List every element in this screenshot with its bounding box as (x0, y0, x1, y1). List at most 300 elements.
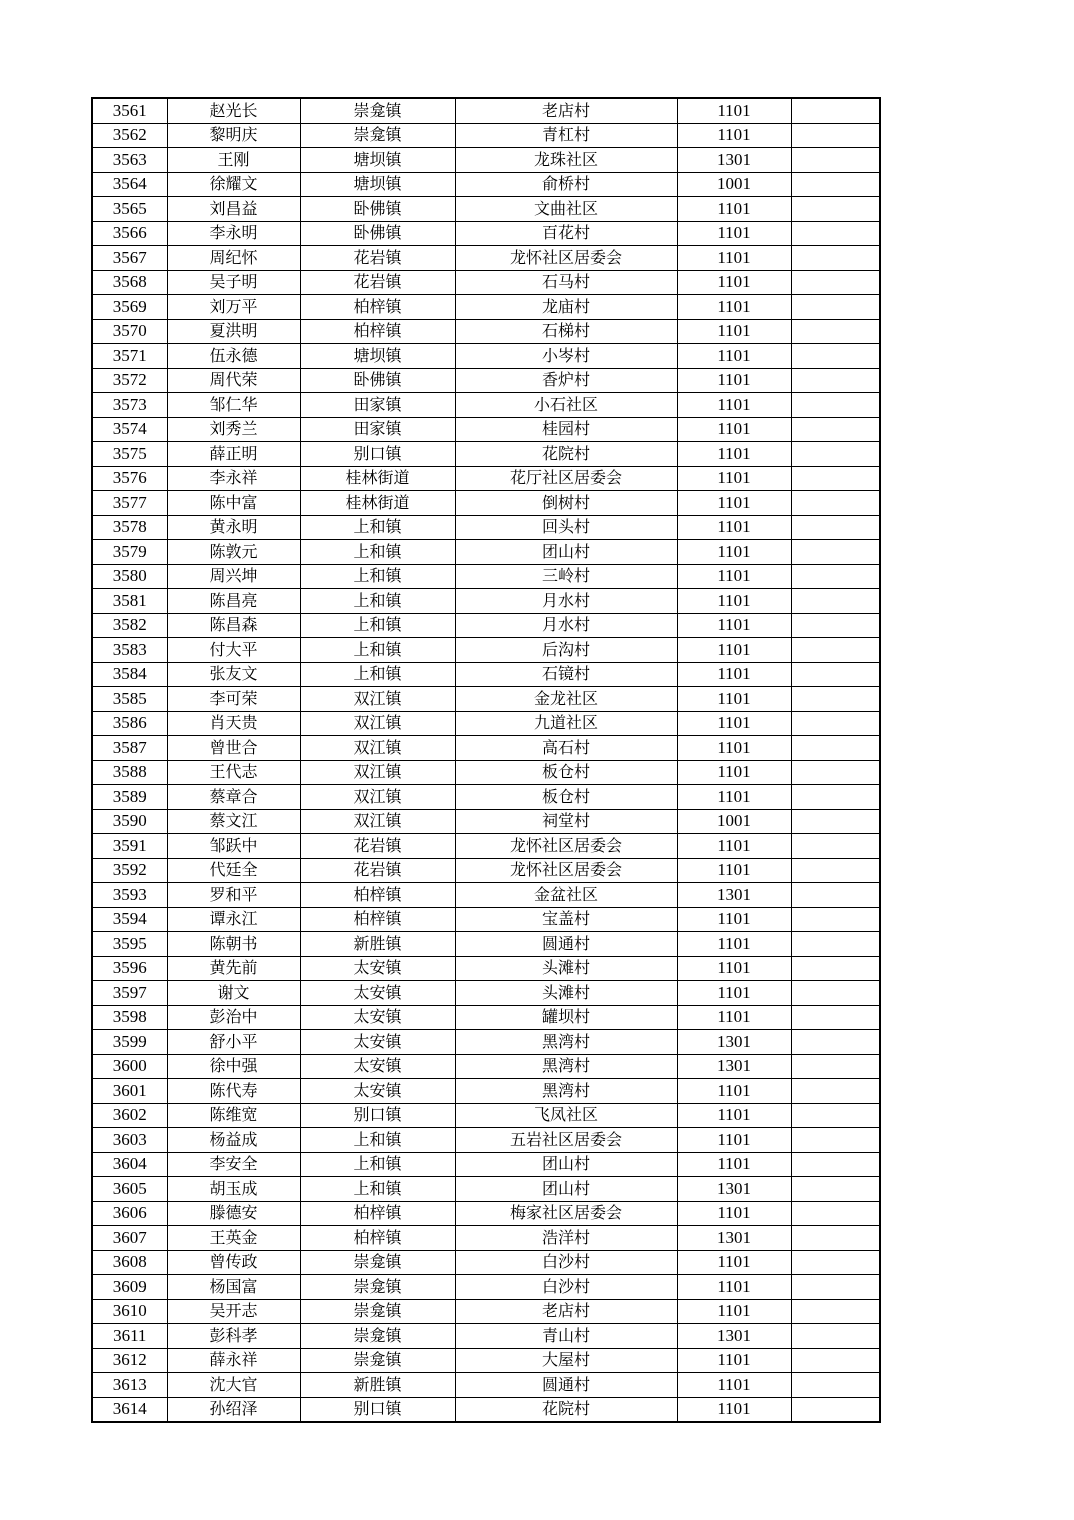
name-cell: 陈昌亮 (167, 589, 300, 614)
serial-number-cell: 3572 (92, 368, 167, 393)
code-cell: 1101 (677, 736, 791, 761)
town-cell: 太安镇 (300, 1030, 455, 1055)
village-cell: 圆通村 (455, 932, 677, 957)
code-cell: 1301 (677, 148, 791, 173)
table-row (92, 564, 880, 589)
village-cell: 白沙村 (455, 1250, 677, 1275)
serial-number-cell: 3583 (92, 638, 167, 663)
serial-number-cell: 3600 (92, 1054, 167, 1079)
town-cell: 上和镇 (300, 638, 455, 663)
village-cell: 宝盖村 (455, 907, 677, 932)
village-cell: 黑湾村 (455, 1079, 677, 1104)
table-row (92, 907, 880, 932)
town-cell: 双江镇 (300, 785, 455, 810)
serial-number-cell: 3565 (92, 197, 167, 222)
village-cell: 白沙村 (455, 1275, 677, 1300)
blank-cell (791, 98, 880, 123)
code-cell: 1101 (677, 295, 791, 320)
table-row (92, 809, 880, 834)
name-cell: 伍永德 (167, 344, 300, 369)
table-row (92, 442, 880, 467)
blank-cell (791, 1005, 880, 1030)
town-cell: 别口镇 (300, 1397, 455, 1422)
name-cell: 邹仁华 (167, 393, 300, 418)
code-cell: 1101 (677, 858, 791, 883)
name-cell: 陈代寿 (167, 1079, 300, 1104)
serial-number-cell: 3604 (92, 1152, 167, 1177)
town-cell: 卧佛镇 (300, 197, 455, 222)
code-cell: 1101 (677, 981, 791, 1006)
blank-cell (791, 638, 880, 663)
blank-cell (791, 368, 880, 393)
serial-number-cell: 3570 (92, 319, 167, 344)
name-cell: 黄先前 (167, 956, 300, 981)
serial-number-cell: 3610 (92, 1299, 167, 1324)
serial-number-cell: 3612 (92, 1348, 167, 1373)
table-row (92, 981, 880, 1006)
table-row (92, 344, 880, 369)
serial-number-cell: 3589 (92, 785, 167, 810)
table-row (92, 1201, 880, 1226)
name-cell: 蔡文江 (167, 809, 300, 834)
code-cell: 1101 (677, 785, 791, 810)
village-cell: 百花村 (455, 221, 677, 246)
town-cell: 双江镇 (300, 711, 455, 736)
table-row (92, 1373, 880, 1398)
table-row (92, 368, 880, 393)
name-cell: 薛正明 (167, 442, 300, 467)
code-cell: 1101 (677, 907, 791, 932)
code-cell: 1001 (677, 172, 791, 197)
code-cell: 1101 (677, 442, 791, 467)
village-cell: 香炉村 (455, 368, 677, 393)
town-cell: 柏梓镇 (300, 295, 455, 320)
serial-number-cell: 3584 (92, 662, 167, 687)
table-row (92, 736, 880, 761)
code-cell: 1101 (677, 270, 791, 295)
blank-cell (791, 393, 880, 418)
town-cell: 花岩镇 (300, 834, 455, 859)
name-cell: 李永明 (167, 221, 300, 246)
serial-number-cell: 3595 (92, 932, 167, 957)
serial-number-cell: 3585 (92, 687, 167, 712)
name-cell: 王代志 (167, 760, 300, 785)
blank-cell (791, 613, 880, 638)
code-cell: 1101 (677, 1250, 791, 1275)
code-cell: 1101 (677, 246, 791, 271)
name-cell: 张友文 (167, 662, 300, 687)
serial-number-cell: 3594 (92, 907, 167, 932)
name-cell: 黄永明 (167, 515, 300, 540)
blank-cell (791, 197, 880, 222)
name-cell: 王刚 (167, 148, 300, 173)
town-cell: 崇龛镇 (300, 1324, 455, 1349)
table-row (92, 785, 880, 810)
serial-number-cell: 3601 (92, 1079, 167, 1104)
blank-cell (791, 1226, 880, 1251)
town-cell: 上和镇 (300, 1177, 455, 1202)
serial-number-cell: 3592 (92, 858, 167, 883)
blank-cell (791, 981, 880, 1006)
serial-number-cell: 3575 (92, 442, 167, 467)
name-cell: 杨益成 (167, 1128, 300, 1153)
name-cell: 李永祥 (167, 466, 300, 491)
village-cell: 板仓村 (455, 785, 677, 810)
town-cell: 柏梓镇 (300, 1226, 455, 1251)
village-cell: 青山村 (455, 1324, 677, 1349)
code-cell: 1101 (677, 540, 791, 565)
name-cell: 曾传政 (167, 1250, 300, 1275)
blank-cell (791, 785, 880, 810)
serial-number-cell: 3573 (92, 393, 167, 418)
town-cell: 花岩镇 (300, 270, 455, 295)
code-cell: 1301 (677, 883, 791, 908)
table-row (92, 491, 880, 516)
blank-cell (791, 1128, 880, 1153)
name-cell: 刘万平 (167, 295, 300, 320)
code-cell: 1101 (677, 98, 791, 123)
village-cell: 龙珠社区 (455, 148, 677, 173)
serial-number-cell: 3564 (92, 172, 167, 197)
table-row (92, 956, 880, 981)
name-cell: 李可荣 (167, 687, 300, 712)
village-cell: 高石村 (455, 736, 677, 761)
table-row (92, 613, 880, 638)
code-cell: 1101 (677, 1201, 791, 1226)
name-cell: 曾世合 (167, 736, 300, 761)
blank-cell (791, 270, 880, 295)
serial-number-cell: 3609 (92, 1275, 167, 1300)
blank-cell (791, 246, 880, 271)
table-row (92, 662, 880, 687)
table-row (92, 711, 880, 736)
town-cell: 上和镇 (300, 1152, 455, 1177)
village-cell: 小石社区 (455, 393, 677, 418)
serial-number-cell: 3605 (92, 1177, 167, 1202)
name-cell: 王英金 (167, 1226, 300, 1251)
village-cell: 头滩村 (455, 981, 677, 1006)
name-cell: 陈维宽 (167, 1103, 300, 1128)
town-cell: 田家镇 (300, 417, 455, 442)
serial-number-cell: 3581 (92, 589, 167, 614)
name-cell: 舒小平 (167, 1030, 300, 1055)
blank-cell (791, 295, 880, 320)
town-cell: 上和镇 (300, 540, 455, 565)
table-row (92, 589, 880, 614)
table-row (92, 1030, 880, 1055)
table-row (92, 98, 880, 123)
town-cell: 上和镇 (300, 564, 455, 589)
serial-number-cell: 3593 (92, 883, 167, 908)
code-cell: 1101 (677, 687, 791, 712)
village-cell: 浩洋村 (455, 1226, 677, 1251)
code-cell: 1101 (677, 638, 791, 663)
name-cell: 徐耀文 (167, 172, 300, 197)
village-cell: 飞凤社区 (455, 1103, 677, 1128)
code-cell: 1101 (677, 197, 791, 222)
code-cell: 1101 (677, 1373, 791, 1398)
blank-cell (791, 1152, 880, 1177)
serial-number-cell: 3591 (92, 834, 167, 859)
village-cell: 五岩社区居委会 (455, 1128, 677, 1153)
blank-cell (791, 687, 880, 712)
village-cell: 圆通村 (455, 1373, 677, 1398)
code-cell: 1101 (677, 515, 791, 540)
town-cell: 桂林街道 (300, 491, 455, 516)
town-cell: 崇龛镇 (300, 1348, 455, 1373)
table-row (92, 172, 880, 197)
serial-number-cell: 3596 (92, 956, 167, 981)
town-cell: 花岩镇 (300, 246, 455, 271)
table-row (92, 123, 880, 148)
blank-cell (791, 736, 880, 761)
name-cell: 吴子明 (167, 270, 300, 295)
village-cell: 花厅社区居委会 (455, 466, 677, 491)
blank-cell (791, 809, 880, 834)
town-cell: 太安镇 (300, 981, 455, 1006)
serial-number-cell: 3571 (92, 344, 167, 369)
blank-cell (791, 1030, 880, 1055)
town-cell: 新胜镇 (300, 932, 455, 957)
village-cell: 花院村 (455, 1397, 677, 1422)
name-cell: 邹跃中 (167, 834, 300, 859)
name-cell: 陈朝书 (167, 932, 300, 957)
table-row (92, 393, 880, 418)
blank-cell (791, 711, 880, 736)
town-cell: 双江镇 (300, 760, 455, 785)
blank-cell (791, 883, 880, 908)
table-row (92, 417, 880, 442)
town-cell: 上和镇 (300, 589, 455, 614)
village-cell: 月水村 (455, 589, 677, 614)
blank-cell (791, 1177, 880, 1202)
code-cell: 1301 (677, 1177, 791, 1202)
village-cell: 俞桥村 (455, 172, 677, 197)
table-row (92, 687, 880, 712)
code-cell: 1101 (677, 711, 791, 736)
village-cell: 老店村 (455, 98, 677, 123)
serial-number-cell: 3574 (92, 417, 167, 442)
code-cell: 1101 (677, 1079, 791, 1104)
table-row (92, 1054, 880, 1079)
serial-number-cell: 3611 (92, 1324, 167, 1349)
blank-cell (791, 1250, 880, 1275)
serial-number-cell: 3563 (92, 148, 167, 173)
blank-cell (791, 1079, 880, 1104)
town-cell: 卧佛镇 (300, 221, 455, 246)
table-row (92, 540, 880, 565)
blank-cell (791, 1275, 880, 1300)
code-cell: 1101 (677, 662, 791, 687)
name-cell: 谭永江 (167, 907, 300, 932)
blank-cell (791, 1348, 880, 1373)
code-cell: 1101 (677, 417, 791, 442)
town-cell: 田家镇 (300, 393, 455, 418)
blank-cell (791, 172, 880, 197)
town-cell: 双江镇 (300, 687, 455, 712)
village-cell: 团山村 (455, 1152, 677, 1177)
serial-number-cell: 3566 (92, 221, 167, 246)
name-cell: 周纪怀 (167, 246, 300, 271)
name-cell: 蔡章合 (167, 785, 300, 810)
serial-number-cell: 3588 (92, 760, 167, 785)
name-cell: 夏洪明 (167, 319, 300, 344)
table-row (92, 221, 880, 246)
serial-number-cell: 3562 (92, 123, 167, 148)
blank-cell (791, 956, 880, 981)
serial-number-cell: 3569 (92, 295, 167, 320)
name-cell: 黎明庆 (167, 123, 300, 148)
town-cell: 柏梓镇 (300, 907, 455, 932)
code-cell: 1101 (677, 1299, 791, 1324)
name-cell: 徐中强 (167, 1054, 300, 1079)
town-cell: 双江镇 (300, 809, 455, 834)
code-cell: 1301 (677, 1226, 791, 1251)
table-row (92, 1397, 880, 1422)
table-row (92, 1005, 880, 1030)
village-cell: 石马村 (455, 270, 677, 295)
name-cell: 周代荣 (167, 368, 300, 393)
village-cell: 老店村 (455, 1299, 677, 1324)
table-row (92, 1299, 880, 1324)
code-cell: 1101 (677, 1103, 791, 1128)
village-cell: 金龙社区 (455, 687, 677, 712)
name-cell: 胡玉成 (167, 1177, 300, 1202)
blank-cell (791, 932, 880, 957)
code-cell: 1101 (677, 834, 791, 859)
serial-number-cell: 3599 (92, 1030, 167, 1055)
table-row (92, 858, 880, 883)
village-cell: 文曲社区 (455, 197, 677, 222)
blank-cell (791, 466, 880, 491)
village-cell: 龙怀社区居委会 (455, 858, 677, 883)
town-cell: 上和镇 (300, 515, 455, 540)
serial-number-cell: 3568 (92, 270, 167, 295)
serial-number-cell: 3603 (92, 1128, 167, 1153)
code-cell: 1101 (677, 344, 791, 369)
table-row (92, 638, 880, 663)
table-row (92, 1128, 880, 1153)
code-cell: 1001 (677, 809, 791, 834)
blank-cell (791, 858, 880, 883)
serial-number-cell: 3597 (92, 981, 167, 1006)
name-cell: 滕德安 (167, 1201, 300, 1226)
town-cell: 新胜镇 (300, 1373, 455, 1398)
code-cell: 1101 (677, 319, 791, 344)
name-cell: 肖天贵 (167, 711, 300, 736)
table-row (92, 1324, 880, 1349)
village-cell: 龙怀社区居委会 (455, 246, 677, 271)
name-cell: 周兴坤 (167, 564, 300, 589)
town-cell: 崇龛镇 (300, 123, 455, 148)
town-cell: 别口镇 (300, 442, 455, 467)
code-cell: 1301 (677, 1054, 791, 1079)
table-row (92, 1079, 880, 1104)
code-cell: 1101 (677, 1152, 791, 1177)
serial-number-cell: 3607 (92, 1226, 167, 1251)
blank-cell (791, 344, 880, 369)
blank-cell (791, 417, 880, 442)
serial-number-cell: 3613 (92, 1373, 167, 1398)
serial-number-cell: 3602 (92, 1103, 167, 1128)
code-cell: 1101 (677, 589, 791, 614)
town-cell: 塘坝镇 (300, 172, 455, 197)
table-row (92, 148, 880, 173)
village-cell: 龙庙村 (455, 295, 677, 320)
table-row (92, 1275, 880, 1300)
name-cell: 谢文 (167, 981, 300, 1006)
code-cell: 1101 (677, 466, 791, 491)
town-cell: 柏梓镇 (300, 319, 455, 344)
code-cell: 1101 (677, 221, 791, 246)
name-cell: 彭治中 (167, 1005, 300, 1030)
blank-cell (791, 148, 880, 173)
village-cell: 金盆社区 (455, 883, 677, 908)
blank-cell (791, 540, 880, 565)
town-cell: 桂林街道 (300, 466, 455, 491)
village-cell: 大屋村 (455, 1348, 677, 1373)
name-cell: 吴开志 (167, 1299, 300, 1324)
village-cell: 后沟村 (455, 638, 677, 663)
village-cell: 头滩村 (455, 956, 677, 981)
blank-cell (791, 123, 880, 148)
village-cell: 月水村 (455, 613, 677, 638)
town-cell: 上和镇 (300, 613, 455, 638)
town-cell: 柏梓镇 (300, 883, 455, 908)
village-cell: 黑湾村 (455, 1030, 677, 1055)
table-row (92, 1152, 880, 1177)
serial-number-cell: 3606 (92, 1201, 167, 1226)
village-cell: 青杠村 (455, 123, 677, 148)
blank-cell (791, 834, 880, 859)
town-cell: 太安镇 (300, 1005, 455, 1030)
town-cell: 塘坝镇 (300, 344, 455, 369)
village-cell: 石梯村 (455, 319, 677, 344)
blank-cell (791, 319, 880, 344)
village-cell: 板仓村 (455, 760, 677, 785)
village-cell: 黑湾村 (455, 1054, 677, 1079)
table-row (92, 466, 880, 491)
code-cell: 1101 (677, 1128, 791, 1153)
roster-table (91, 97, 881, 1423)
name-cell: 赵光长 (167, 98, 300, 123)
blank-cell (791, 1373, 880, 1398)
name-cell: 罗和平 (167, 883, 300, 908)
village-cell: 祠堂村 (455, 809, 677, 834)
name-cell: 陈中富 (167, 491, 300, 516)
table-row (92, 1177, 880, 1202)
serial-number-cell: 3614 (92, 1397, 167, 1422)
town-cell: 上和镇 (300, 1128, 455, 1153)
table-row (92, 760, 880, 785)
town-cell: 塘坝镇 (300, 148, 455, 173)
code-cell: 1101 (677, 393, 791, 418)
village-cell: 倒树村 (455, 491, 677, 516)
name-cell: 杨国富 (167, 1275, 300, 1300)
table-row (92, 515, 880, 540)
village-cell: 石镜村 (455, 662, 677, 687)
village-cell: 花院村 (455, 442, 677, 467)
serial-number-cell: 3577 (92, 491, 167, 516)
serial-number-cell: 3608 (92, 1250, 167, 1275)
roster-body (92, 98, 880, 1422)
town-cell: 崇龛镇 (300, 1250, 455, 1275)
blank-cell (791, 1054, 880, 1079)
blank-cell (791, 515, 880, 540)
town-cell: 上和镇 (300, 662, 455, 687)
serial-number-cell: 3582 (92, 613, 167, 638)
serial-number-cell: 3567 (92, 246, 167, 271)
